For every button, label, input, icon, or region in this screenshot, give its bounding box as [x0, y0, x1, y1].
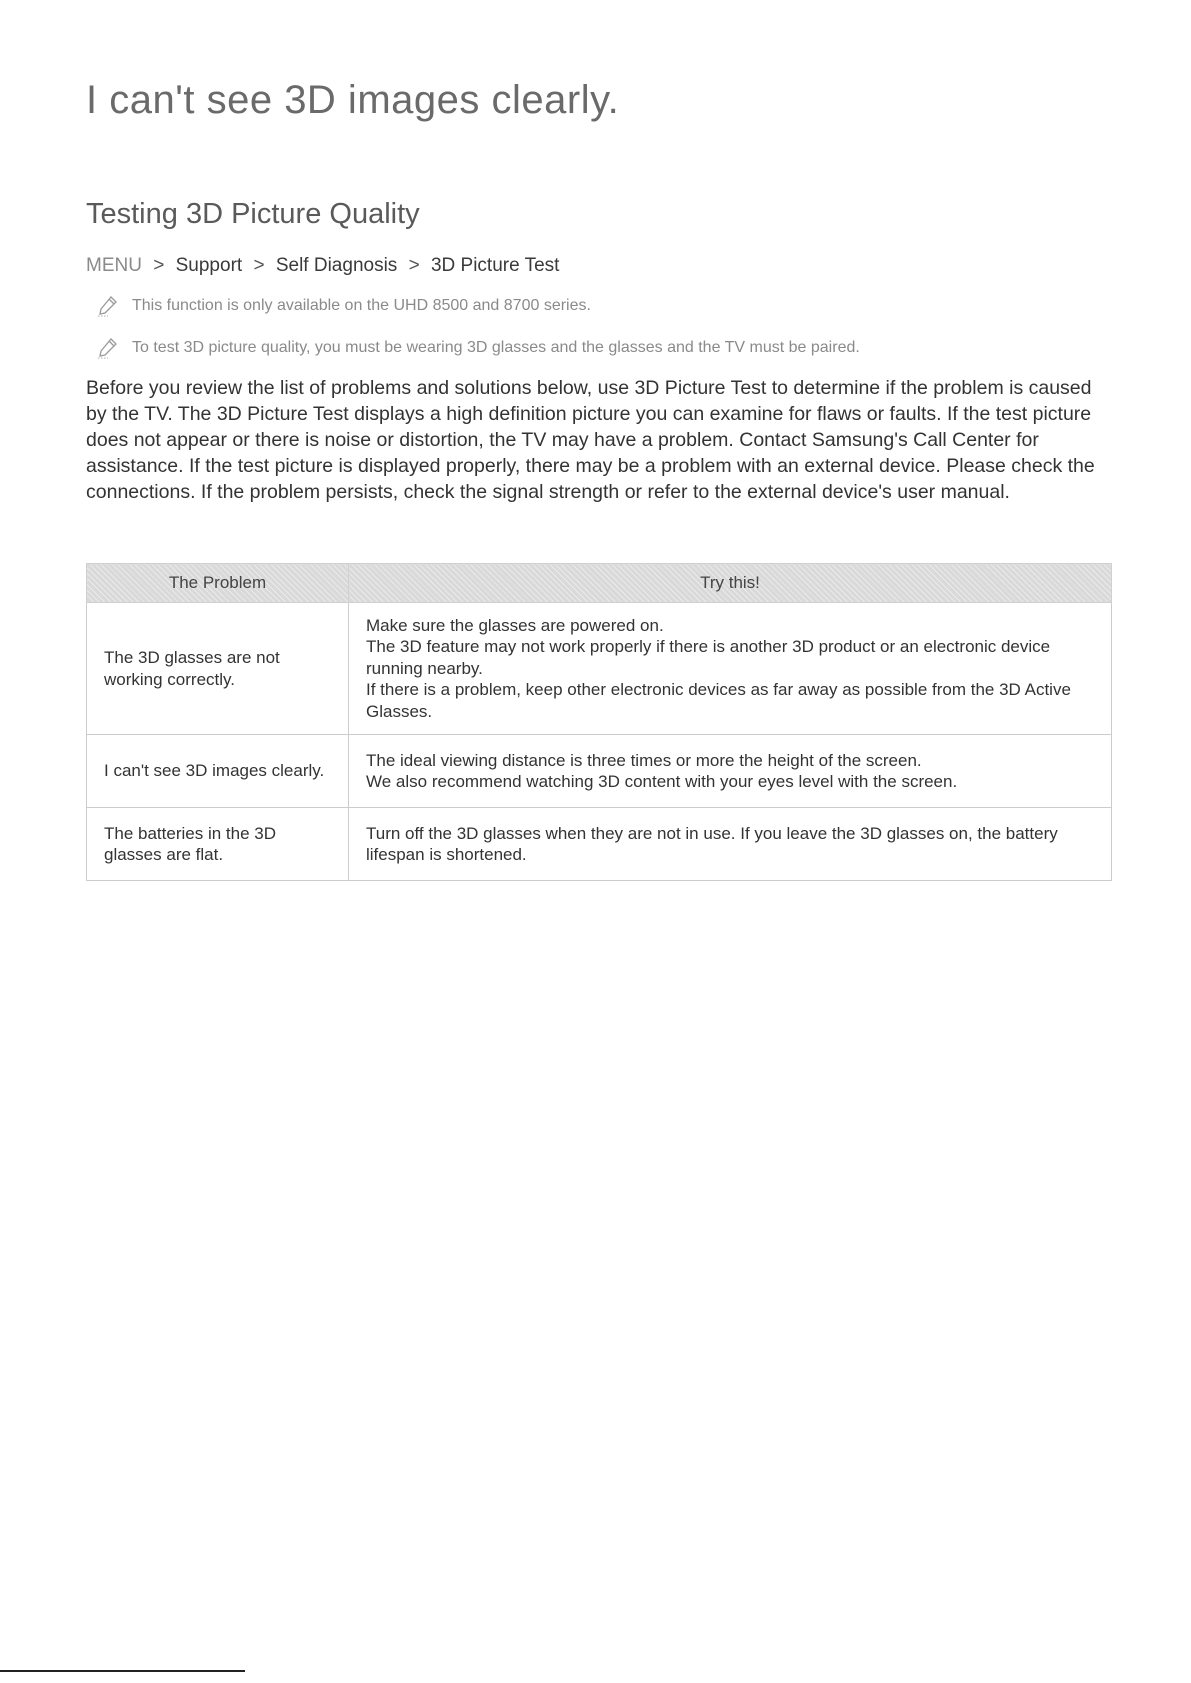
breadcrumb-separator: >: [153, 255, 165, 276]
solution-line: The 3D feature may not work properly if there is another 3D product or an electronic device running nearby.: [366, 637, 1051, 678]
breadcrumb-separator: >: [408, 255, 420, 276]
solution-line: Make sure the glasses are powered on.: [366, 615, 664, 635]
note: [96, 294, 591, 318]
breadcrumb-item-3d-picture-test: 3D Picture Test: [430, 255, 560, 276]
breadcrumb-item-support: Support: [175, 255, 243, 276]
breadcrumb-separator: >: [253, 255, 265, 276]
solution-cell: [349, 603, 1112, 735]
note: [96, 336, 860, 360]
column-header-try-this: Try this!: [349, 564, 1112, 603]
solution-line: We also recommend watching 3D content with your eyes level with the screen.: [366, 772, 958, 791]
section-title: Testing 3D Picture Quality: [86, 198, 420, 230]
table-row: [87, 603, 1112, 735]
breadcrumb-root: MENU: [86, 255, 142, 276]
solution-line: Turn off the 3D glasses when they are not in use. If you leave the 3D glasses on, the battery lifespan is shortened.: [366, 823, 1058, 864]
solution-line: The ideal viewing distance is three times or more the height of the screen.: [366, 750, 922, 770]
intro-paragraph: Before you review the list of problems and solutions below, use 3D Picture Test to determine if the problem is caused by the TV. The 3D Picture Test displays a high definition picture you can examine for flaws or faults. If the test picture does not appear or there is noise or distortion, the TV may have a problem. Contact Samsung's Call Center for assistance. If the test picture is displayed properly, there may be a problem with an external device. Please check the connections. If the problem persists, check the signal strength or refer to the external device's user manual.: [86, 377, 1095, 503]
column-header-problem: The Problem: [87, 564, 349, 603]
troubleshooting-table: [86, 563, 1112, 881]
pencil-note-icon: [96, 337, 118, 359]
solution-cell: [349, 735, 1112, 808]
pencil-note-icon: [96, 295, 118, 317]
note-text: This function is only available on the UHD 8500 and 8700 series.: [132, 297, 591, 314]
breadcrumb: [86, 255, 559, 277]
table-row: [87, 808, 1112, 881]
table-header-row: [87, 564, 1112, 603]
problem-cell: The 3D glasses are not working correctly.: [87, 603, 349, 735]
footer-rule: [0, 1670, 245, 1672]
table-row: [87, 735, 1112, 808]
problem-cell: I can't see 3D images clearly.: [87, 735, 349, 808]
solution-line: If there is a problem, keep other electronic devices as far away as possible from the 3D Active Glasses.: [366, 680, 1071, 721]
note-text: To test 3D picture quality, you must be wearing 3D glasses and the glasses and the TV must be paired.: [132, 339, 860, 356]
problem-cell: The batteries in the 3D glasses are flat.: [87, 808, 349, 881]
breadcrumb-item-self-diagnosis: Self Diagnosis: [275, 255, 398, 276]
page-title: I can't see 3D images clearly.: [86, 78, 620, 122]
solution-cell: [349, 808, 1112, 881]
